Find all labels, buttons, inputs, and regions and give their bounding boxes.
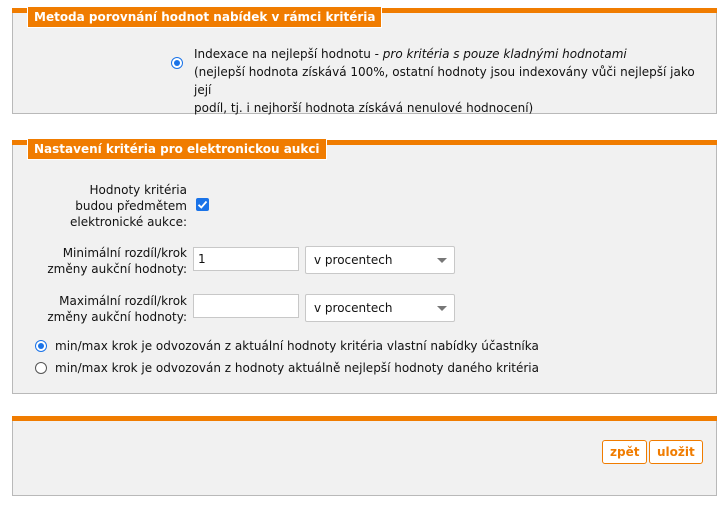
auction-subject-label: Hodnoty kritéria budou předmětem elektronické aukce: <box>70 183 187 229</box>
min-step-unit-select[interactable] <box>305 246 455 274</box>
max-step-input[interactable] <box>193 294 299 318</box>
max-step-label: Maximální rozdíl/krok změny aukční hodnoty: <box>47 294 187 324</box>
checkmark-icon <box>197 199 208 210</box>
method-panel-legend: Metoda porovnání hodnot nabídek v rámci kritéria <box>27 6 382 28</box>
indexation-lead: Indexace na nejlepší hodnotu - <box>194 47 383 61</box>
indexation-desc-line-1: (nejlepší hodnota získává 100%, ostatní hodnoty jsou indexovány vůči nejlepší jako její <box>194 65 695 97</box>
indexation-radio[interactable] <box>171 57 183 69</box>
indexation-option-text <box>194 45 704 117</box>
save-button[interactable]: uložit <box>649 440 703 464</box>
back-button[interactable]: zpět <box>602 440 647 464</box>
min-step-unit-value: v procentech <box>314 253 393 267</box>
step-basis-own-offer-radio[interactable] <box>35 340 47 352</box>
max-step-unit-select[interactable] <box>305 294 455 322</box>
indexation-italic-note: pro kritéria s pouze kladnými hodnotami <box>382 47 627 61</box>
method-panel <box>12 8 717 114</box>
max-step-unit-value: v procentech <box>314 301 393 315</box>
step-basis-own-offer-label: min/max krok je odvozován z aktuální hodnoty kritéria vlastní nabídky účastníka <box>55 339 539 353</box>
min-step-label: Minimální rozdíl/krok změny aukční hodnoty: <box>47 246 187 276</box>
auction-panel-legend: Nastavení kritéria pro elektronickou aukci <box>27 138 327 160</box>
step-basis-best-value-radio[interactable] <box>35 362 47 374</box>
chevron-down-icon <box>437 306 447 311</box>
actions-panel <box>12 416 717 496</box>
step-basis-best-value-label: min/max krok je odvozován z hodnoty aktuálně nejlepší hodnoty daného kritéria <box>55 361 539 375</box>
auction-settings-panel <box>12 140 717 394</box>
min-step-input[interactable]: 1 <box>193 247 299 271</box>
indexation-desc-line-2: podíl, tj. i nejhorší hodnota získává nenulové hodnocení) <box>194 101 534 115</box>
auction-subject-checkbox[interactable] <box>196 198 209 211</box>
chevron-down-icon <box>437 258 447 263</box>
panel-accent-bar <box>12 416 717 421</box>
